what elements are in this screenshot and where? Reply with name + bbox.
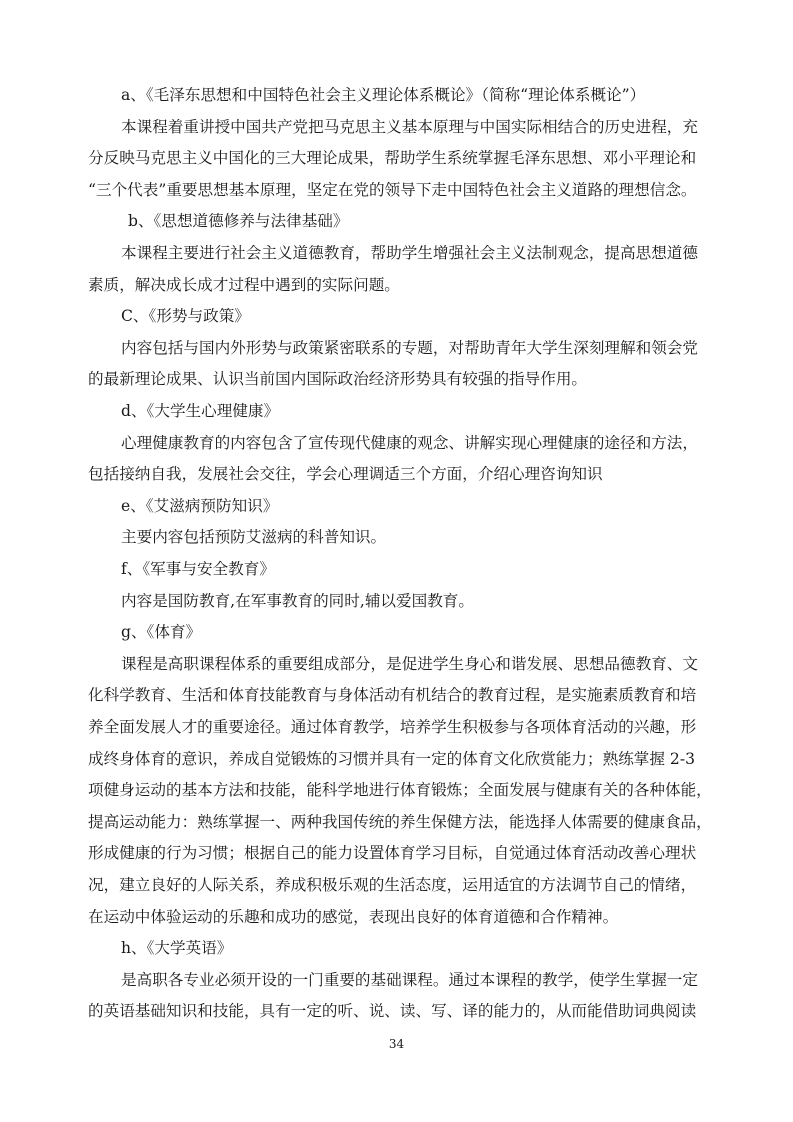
paragraph-line: 况，建立良好的人际关系，养成积极乐观的生活态度，运用适宜的方法调节自己的情绪， [88,876,697,894]
paragraph-line: 项健身运动的基本方法和技能，能科学地进行体育锻炼；全面发展与健康有关的各种体能， [88,781,712,800]
page-number: 34 [388,1037,405,1051]
paragraph-line: 分反映马克思主义中国化的三大理论成果，帮助学生系统掌握毛泽东思想、邓小平理论和 [88,149,697,168]
paragraph-line: 心理健康教育的内容包含了宣传现代健康的观念、讲解实现心理健康的途径和方法， [121,433,698,452]
paragraph-line: 是高职各专业必须开设的一门重要的基础课程。通过本课程的教学，使学生掌握一定 [121,970,698,989]
section-heading-g: g、《体育》 [121,623,202,642]
paragraph-line: 课程是高职课程体系的重要组成部分，是促进学生身心和谐发展、思想品德教育、文 [121,654,698,673]
paragraph-line: 包括接纳自我，发展社会交往，学会心理调适三个方面，介绍心理咨询知识 [88,465,603,484]
paragraph-line: 在运动中体验运动的乐趣和成功的感觉，表现出良好的体育道德和合作精神。 [88,907,619,926]
paragraph-line: 化科学教育、生活和体育技能教育与身体活动有机结合的教育过程，是实施素质教育和培 [88,686,697,705]
paragraph-line: 本课程主要进行社会主义道德教育，帮助学生增强社会主义法制观念，提高思想道德 [121,244,698,262]
paragraph-line: 的最新理论成果、认识当前国内国际政治经济形势具有较强的指导作用。 [88,370,588,389]
paragraph-line: 内容是国防教育,在军事教育的同时,辅以爱国教育。 [121,591,474,610]
section-heading-b: b、《思想道德修养与法律基础》 [128,212,349,231]
section-heading-e: e、《艾滋病预防知识》 [121,496,279,515]
paragraph-line: 形成健康的行为习惯；根据自己的能力设置体育学习目标，自觉通过体育活动改善心理状 [88,844,697,863]
paragraph-line: 本课程着重讲授中国共产党把马克思主义基本原理与中国实际相结合的历史进程，充 [121,117,698,136]
paragraph-line: “三个代表”重要思想基本原理，坚定在党的领导下走中国特色社会主义道路的理想信念。 [88,180,697,199]
section-heading-a: a、《毛泽东思想和中国特色社会主义理论体系概论》（简称“理论体系概论”） [121,86,646,104]
paragraph-line: 养全面发展人才的重要途径。通过体育教学，培养学生积极参与各项体育活动的兴趣，形 [88,718,697,736]
section-heading-h: h、《大学英语》 [121,939,233,958]
paragraph-line: 素质，解决成长成才过程中遇到的实际问题。 [88,275,400,294]
paragraph-line: 提高运动能力：熟练掌握一、两种我国传统的养生保健方法，能选择人体需要的健康食品， [88,812,712,831]
section-heading-d: d、《大学生心理健康》 [121,402,280,420]
paragraph-line: 成终身体育的意识，养成自觉锻炼的习惯并具有一定的体育文化欣赏能力；熟练掌握 2-3 [88,749,696,768]
paragraph-line: 的英语基础知识和技能，具有一定的听、说、读、写、译的能力的，从而能借助词典阅读 [88,1002,697,1021]
section-heading-c: C、《形势与政策》 [121,307,250,326]
paragraph-line: 主要内容包括预防艾滋病的科普知识。 [121,528,387,547]
section-heading-f: f、《军事与安全教育》 [121,560,275,578]
paragraph-line: 内容包括与国内外形势与政策紧密联系的专题，对帮助青年大学生深刻理解和领会党 [121,338,698,357]
